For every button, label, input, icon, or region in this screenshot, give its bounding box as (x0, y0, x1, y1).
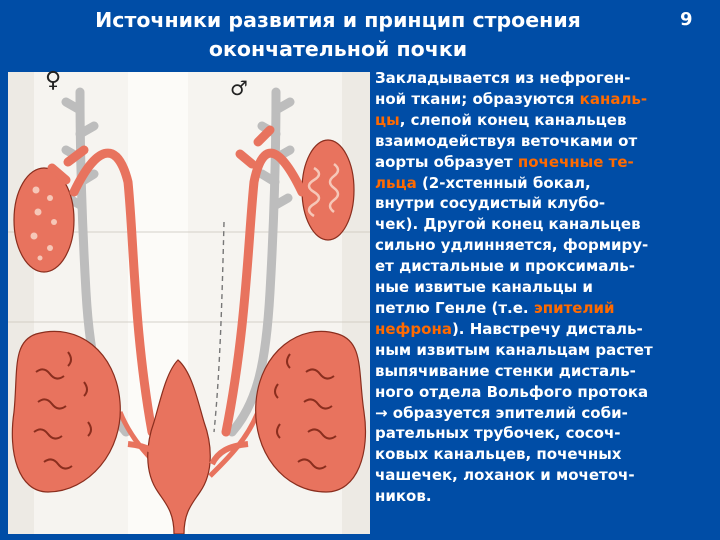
text-segment: аорты образует (375, 152, 518, 171)
gonad-right (302, 140, 354, 240)
body-text-line (375, 319, 720, 340)
text-segment: внутри сосудистый клубо- (375, 194, 606, 213)
text-segment: выпячивание стенки дисталь- (375, 361, 636, 380)
female-symbol: ♀ (45, 68, 62, 93)
text-segment: рательных трубочек, сосоч- (375, 424, 621, 443)
body-text-line (375, 173, 720, 194)
text-segment: ной ткани; образуются (375, 89, 580, 108)
text-segment: чашечек, лоханок и мочеточ- (375, 466, 635, 485)
body-text-line (375, 131, 720, 152)
body-text-line (375, 423, 720, 444)
body-text-line (375, 444, 720, 465)
page-number: 9 (680, 9, 693, 30)
text-segment: ковых канальцев, почечных (375, 445, 622, 464)
body-text-line (375, 214, 720, 235)
arrow-icon: → (375, 403, 388, 422)
body-text-line (375, 361, 720, 382)
body-text-line (375, 382, 720, 403)
body-text-line (375, 340, 720, 361)
title-line: Источники развития и принцип строения (95, 8, 581, 32)
body-text-line (375, 277, 720, 298)
body-text-line (375, 256, 720, 277)
text-segment: сильно удлинняется, формиру- (375, 236, 649, 255)
body-text-line (375, 465, 720, 486)
text-segment: ные извитые канальцы и (375, 278, 593, 297)
kidney-development-diagram (8, 68, 370, 534)
highlighted-term: эпителий (533, 298, 615, 317)
highlighted-term: каналь- (579, 89, 648, 108)
body-text-line (375, 486, 720, 507)
text-segment: ного отдела Вольфого протока (375, 382, 649, 401)
highlighted-term: цы (375, 110, 400, 129)
body-text-line (375, 193, 720, 214)
body-text-line (375, 403, 720, 424)
text-segment: образуется эпителий соби- (387, 403, 628, 422)
text-segment: ет дистальные и проксималь- (375, 257, 636, 276)
text-segment: взаимодействуя веточками от (375, 131, 638, 150)
body-text (375, 68, 720, 507)
text-segment: Закладывается из нефроген- (375, 69, 631, 87)
body-text-line (375, 152, 720, 173)
text-segment: , слепой конец канальцев (399, 110, 627, 129)
body-text-line (375, 298, 720, 319)
highlighted-term: льца (375, 173, 417, 192)
text-segment: чек). Другой конец канальцев (375, 215, 641, 234)
body-text-line (375, 235, 720, 256)
body-text-line (375, 89, 720, 110)
male-symbol: ♂ (230, 76, 248, 100)
body-text-line (375, 68, 720, 89)
text-segment: ным извитым канальцам растет (375, 340, 653, 359)
body-text-line (375, 110, 720, 131)
highlighted-term: нефрона (375, 319, 452, 338)
text-segment: ников. (375, 487, 432, 506)
highlighted-term: почечные те- (517, 152, 634, 171)
text-segment: петлю Генле (т.е. (375, 298, 534, 317)
text-segment: (2-хстенный бокал, (416, 173, 591, 192)
title-line: окончательной почки (208, 37, 468, 61)
slide-title (38, 6, 638, 64)
text-segment: ). Навстречу дисталь- (451, 319, 643, 338)
